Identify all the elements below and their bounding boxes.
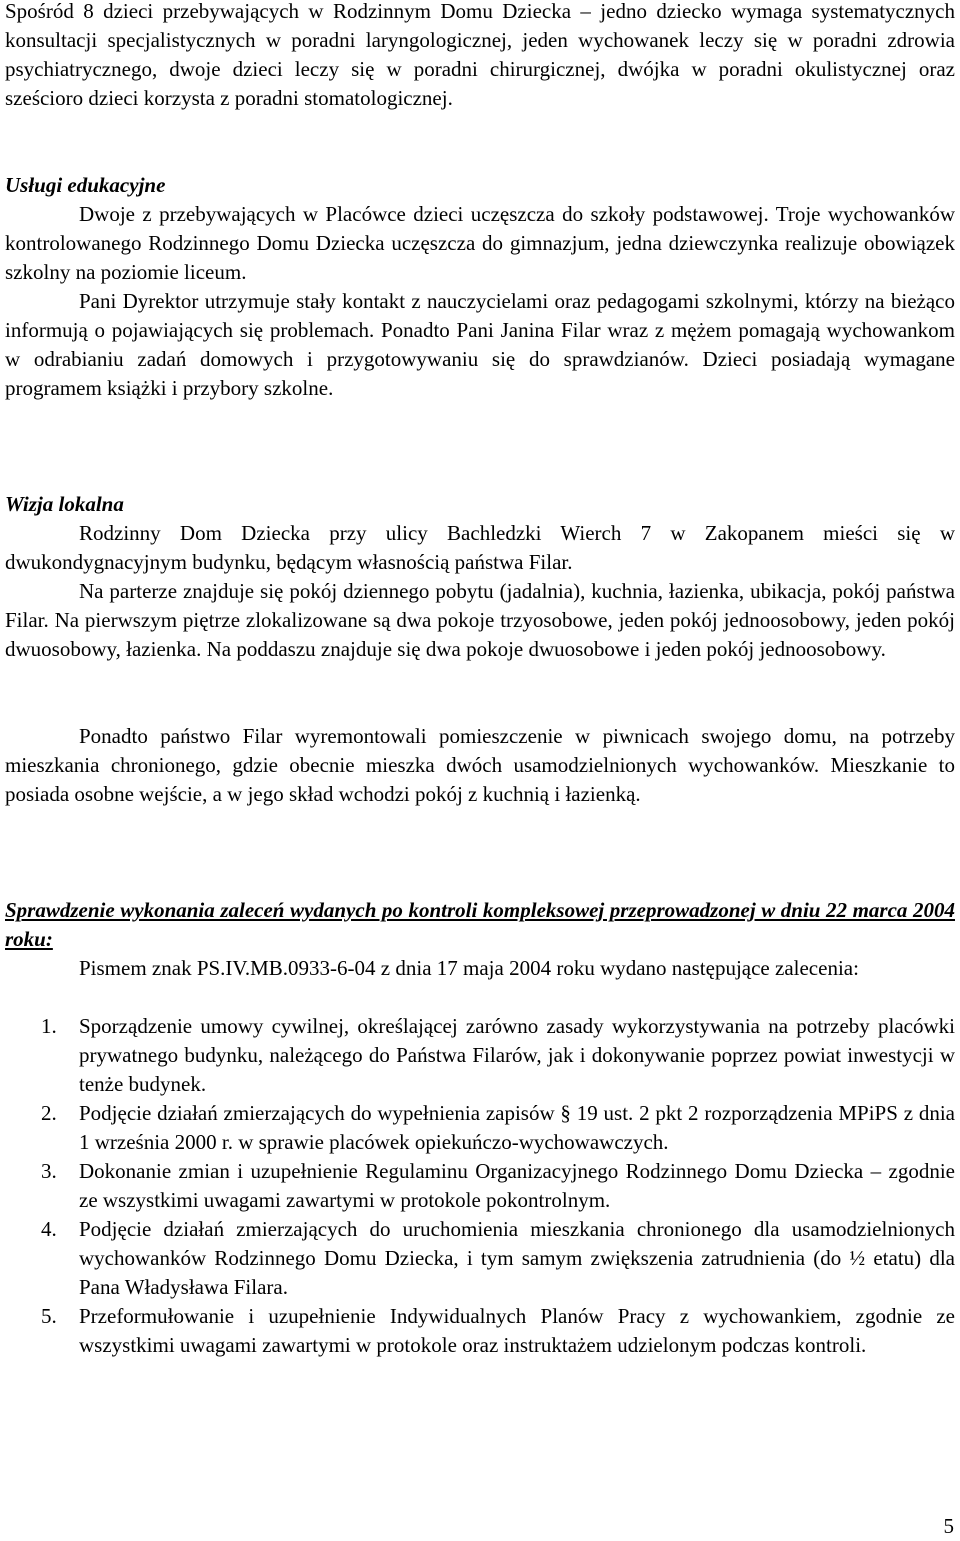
list-item xyxy=(5,1302,955,1360)
recommendations-intro: Pismem znak PS.IV.MB.0933-6-04 z dnia 17 maja 2004 roku wydano następujące zalecenia: xyxy=(79,956,859,980)
list-item xyxy=(5,1012,955,1099)
list-item-number: 1. xyxy=(41,1014,57,1038)
list-item-text: Podjęcie działań zmierzających do wypełnienia zapisów § 19 ust. 2 pkt 2 rozporządzenia MPiPS z dnia 1 września 2000 r. w sprawie placówek opiekuńczo-wychowawczych. xyxy=(79,1101,955,1154)
list-item-text: Podjęcie działań zmierzających do uruchomienia mieszkania chronionego dla usamodzielnionych wychowanków Rodzinnego Domu Dziecka, i tym samym zwiększenia zatrudnienia (do ½ etatu) dla Pana Władysława Filara. xyxy=(79,1217,955,1299)
local-view-paragraph-2: Na parterze znajduje się pokój dziennego pobytu (jadalnia), kuchnia, łazienka, ubikacja, pokój państwa Filar. Na pierwszym piętrze zlokalizowane są dwa pokoje trzyosobowe, jeden pokój jednoosobowy, jeden pokój dwuosobowy, łazienka. Na poddaszu znajduje się dwa pokoje dwuosobowe i jeden pokój jednoosobowy. xyxy=(5,579,955,661)
education-heading: Usługi edukacyjne xyxy=(5,173,166,197)
local-view-paragraph-1: Rodzinny Dom Dziecka przy ulicy Bachledzki Wierch 7 w Zakopanem mieści się w dwukondygnacyjnym budynku, będącym własnością państwa Filar. xyxy=(5,521,955,574)
recommendations-heading: Sprawdzenie wykonania zaleceń wydanych po kontroli kompleksowej przeprowadzonej w dniu 22 marca 2004 roku: xyxy=(5,898,955,951)
education-paragraph-1: Dwoje z przebywających w Placówce dzieci uczęszcza do szkoły podstawowej. Troje wychowanków kontrolowanego Rodzinnego Domu Dziecka uczęszcza do gimnazjum, jedna dziewczynka realizuje obowiązek szkolny na poziomie liceum. xyxy=(5,202,955,284)
list-item-number: 4. xyxy=(41,1217,57,1241)
list-item-text: Dokonanie zmian i uzupełnienie Regulaminu Organizacyjnego Rodzinnego Domu Dziecka – zgodnie ze wszystkimi uwagami zawartymi w protokole pokontrolnym. xyxy=(79,1159,955,1212)
list-item xyxy=(5,1157,955,1215)
list-item-number: 3. xyxy=(41,1159,57,1183)
local-view-heading: Wizja lokalna xyxy=(5,492,124,516)
list-item xyxy=(5,1099,955,1157)
list-item-text: Sporządzenie umowy cywilnej, określającej zarówno zasady wykorzystywania na potrzeby placówki prywatnego budynku, należącego do Państwa Filarów, jak i dokonywanie poprzez powiat inwestycji w tenże budynek. xyxy=(79,1014,955,1096)
education-paragraph-2: Pani Dyrektor utrzymuje stały kontakt z nauczycielami oraz pedagogami szkolnymi, którzy na bieżąco informują o pojawiających się problemach. Ponadto Pani Janina Filar wraz z mężem pomagają wychowankom w odrabianiu zadań domowych i przygotowywaniu się do sprawdzianów. Dzieci posiadają wymagane programem książki i przybory szkolne. xyxy=(5,289,955,400)
list-item-number: 2. xyxy=(41,1101,57,1125)
intro-paragraph: Spośród 8 dzieci przebywających w Rodzinnym Domu Dziecka – jedno dziecko wymaga systematycznych konsultacji specjalistycznych w poradni laryngologicznej, jeden wychowanek leczy się w poradni zdrowia psychiatrycznego, dwoje dzieci leczy się w poradni chirurgicznej, dwójka w poradni okulistycznej oraz sześcioro dzieci korzysta z poradni stomatologicznej. xyxy=(5,0,955,110)
recommendations-list xyxy=(5,1012,955,1360)
list-item xyxy=(5,1215,955,1302)
page-number: 5 xyxy=(943,1514,954,1538)
list-item-text: Przeformułowanie i uzupełnienie Indywidualnych Planów Pracy z wychowankiem, zgodnie ze wszystkimi uwagami zawartymi w protokole oraz instruktażem udzielonym podczas kontroli. xyxy=(79,1304,955,1357)
list-item-number: 5. xyxy=(41,1304,57,1328)
local-view-paragraph-3: Ponadto państwo Filar wyremontowali pomieszczenie w piwnicach swojego domu, na potrzeby mieszkania chronionego, gdzie obecnie mieszka dwóch usamodzielnionych wychowanków. Mieszkanie to posiada osobne wejście, a w jego skład wchodzi pokój z kuchnią i łazienką. xyxy=(5,724,955,806)
